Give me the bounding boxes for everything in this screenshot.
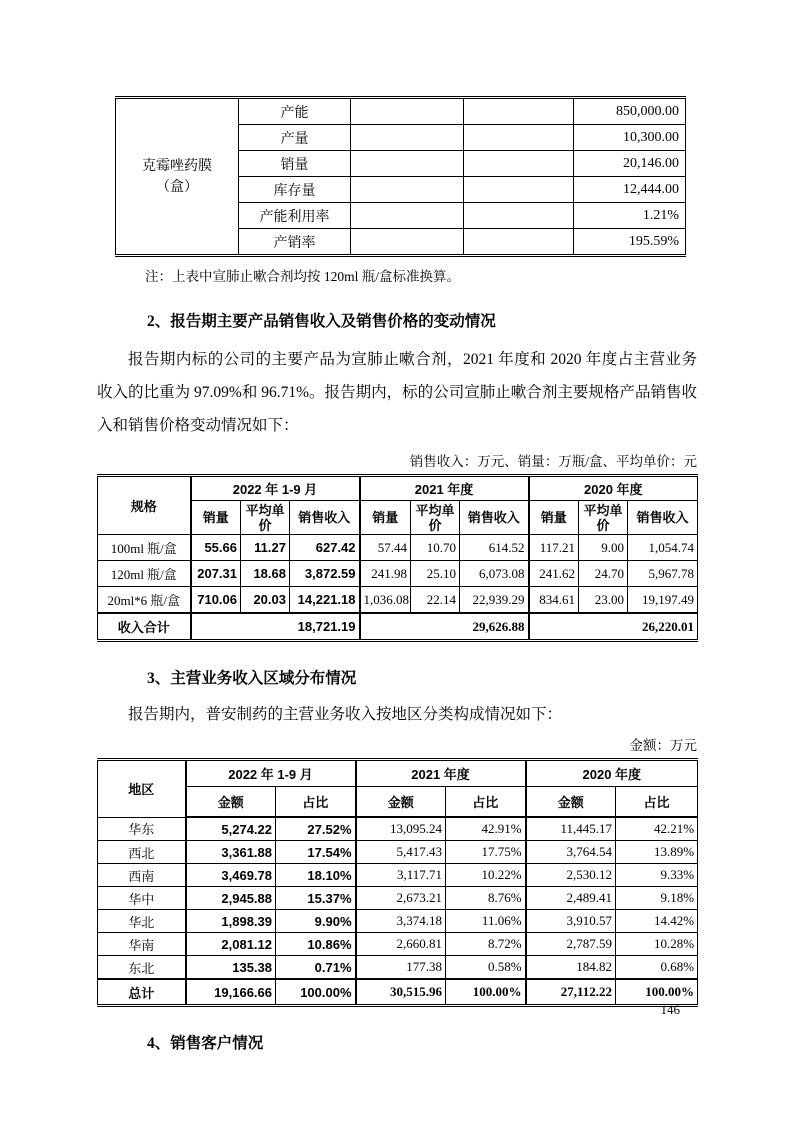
value-cell: 19,197.49	[628, 587, 698, 614]
value-cell: 15.37%	[276, 887, 356, 910]
page-number: 146	[660, 1002, 680, 1017]
subheader-cell: 销量	[191, 501, 241, 535]
table-header-row	[98, 760, 698, 787]
section-2-paragraph: 报告期内标的公司的主要产品为宣肺止嗽合剂，2021 年度和 2020 年度占主营业务收入的比重为 97.09%和 96.71%。报告期内，标的公司宣肺止嗽合剂主要规格产品销售收入和销售价格变动情况如下：	[97, 351, 697, 434]
value-cell: 5,417.43	[356, 841, 446, 864]
empty-cell	[464, 229, 574, 256]
table-row	[98, 587, 698, 614]
subheader-cell: 平均单价	[579, 501, 628, 535]
value-cell: 13.89%	[616, 841, 698, 864]
empty-cell	[351, 151, 464, 177]
value-cell: 11.06%	[446, 910, 526, 933]
metric-cell: 销量	[239, 151, 351, 177]
period-header-cell: 2022 年 1-9 月	[191, 476, 360, 501]
value-cell: 18.10%	[276, 864, 356, 887]
value-cell: 2,530.12	[526, 864, 616, 887]
metric-cell: 产量	[239, 125, 351, 151]
value-cell: 22,939.29	[460, 587, 529, 614]
section-2-heading: 2、报告期主要产品销售收入及销售价格的变动情况	[147, 313, 496, 330]
value-cell: 1,054.74	[628, 535, 698, 561]
value-cell: 18.68	[241, 561, 290, 587]
metric-cell: 产销率	[239, 229, 351, 256]
empty-cell	[464, 203, 574, 229]
table-total-row	[98, 979, 698, 1006]
total-value-cell: 18,721.19	[191, 613, 360, 641]
empty-cell	[351, 177, 464, 203]
value-cell: 14,221.18	[290, 587, 360, 614]
period-header-cell: 2020 年度	[526, 760, 698, 787]
page-content	[97, 0, 697, 1053]
total-value-cell: 19,166.66	[186, 979, 276, 1006]
value-cell: 9.00	[579, 535, 628, 561]
period-header-cell: 2021 年度	[356, 760, 526, 787]
total-value-cell: 29,626.88	[360, 613, 529, 641]
spec-cell: 120ml 瓶/盒	[98, 561, 191, 587]
value-cell: 3,361.88	[186, 841, 276, 864]
subheader-cell: 平均单价	[241, 501, 290, 535]
value-cell: 3,469.78	[186, 864, 276, 887]
table-row	[98, 841, 698, 864]
value-cell: 850,000.00	[574, 98, 686, 125]
value-cell: 117.21	[529, 535, 579, 561]
table-row	[98, 561, 698, 587]
table-row	[116, 98, 686, 125]
value-cell: 8.72%	[446, 933, 526, 956]
value-cell: 9.90%	[276, 910, 356, 933]
value-cell: 195.59%	[574, 229, 686, 256]
table-row	[98, 956, 698, 980]
period-header-cell: 2020 年度	[529, 476, 698, 501]
total-label-cell: 收入合计	[98, 613, 191, 641]
value-cell: 8.76%	[446, 887, 526, 910]
value-cell: 10,300.00	[574, 125, 686, 151]
value-cell: 42.21%	[616, 817, 698, 841]
value-cell: 20.03	[241, 587, 290, 614]
value-cell: 2,945.88	[186, 887, 276, 910]
region-cell: 华东	[98, 817, 186, 841]
value-cell: 207.31	[191, 561, 241, 587]
total-value-cell: 27,112.22	[526, 979, 616, 1006]
subheader-cell: 销售收入	[290, 501, 360, 535]
value-cell: 184.82	[526, 956, 616, 980]
metric-cell: 产能	[239, 98, 351, 125]
subheader-cell: 销售收入	[628, 501, 698, 535]
empty-cell	[351, 125, 464, 151]
table-row	[98, 864, 698, 887]
period-header-cell: 2022 年 1-9 月	[186, 760, 356, 787]
subheader-cell: 平均单价	[411, 501, 460, 535]
empty-cell	[464, 98, 574, 125]
value-cell: 13,095.24	[356, 817, 446, 841]
value-cell: 627.42	[290, 535, 360, 561]
subheader-cell: 占比	[446, 787, 526, 818]
region-cell: 华南	[98, 933, 186, 956]
value-cell: 17.54%	[276, 841, 356, 864]
section-4-heading: 4、销售客户情况	[147, 1035, 264, 1052]
table-footnote: 注：上表中宣肺止嗽合剂均按 120ml 瓶/盒标准换算。	[145, 269, 461, 284]
value-cell: 20,146.00	[574, 151, 686, 177]
empty-cell	[464, 151, 574, 177]
value-cell: 3,872.59	[290, 561, 360, 587]
sales-table-unit-note: 销售收入：万元、销量：万瓶/盒、平均单价：元	[409, 454, 697, 469]
revenue-by-region-table	[97, 758, 698, 1007]
subheader-cell: 占比	[616, 787, 698, 818]
empty-cell	[351, 229, 464, 256]
value-cell: 10.70	[411, 535, 460, 561]
region-cell: 西北	[98, 841, 186, 864]
section-3-paragraph: 报告期内，普安制药的主营业务收入按地区分类构成情况如下：	[128, 706, 563, 723]
region-cell: 华中	[98, 887, 186, 910]
region-cell: 华北	[98, 910, 186, 933]
product-name-line1: 克霉唑药膜	[142, 158, 212, 174]
total-value-cell: 100.00%	[446, 979, 526, 1006]
value-cell: 42.91%	[446, 817, 526, 841]
value-cell: 57.44	[360, 535, 411, 561]
value-cell: 10.28%	[616, 933, 698, 956]
region-cell: 西南	[98, 864, 186, 887]
value-cell: 10.86%	[276, 933, 356, 956]
value-cell: 3,374.18	[356, 910, 446, 933]
value-cell: 135.38	[186, 956, 276, 980]
value-cell: 2,673.21	[356, 887, 446, 910]
value-cell: 2,489.41	[526, 887, 616, 910]
empty-cell	[351, 98, 464, 125]
total-value-cell: 100.00%	[276, 979, 356, 1006]
product-name-cell	[116, 98, 239, 256]
empty-cell	[351, 203, 464, 229]
total-value-cell: 100.00%	[616, 979, 698, 1006]
value-cell: 5,967.78	[628, 561, 698, 587]
value-cell: 10.22%	[446, 864, 526, 887]
subheader-cell: 金额	[186, 787, 276, 818]
section-3-heading: 3、主营业务收入区域分布情况	[147, 670, 357, 687]
value-cell: 9.33%	[616, 864, 698, 887]
value-cell: 23.00	[579, 587, 628, 614]
value-cell: 55.66	[191, 535, 241, 561]
region-header-cell: 地区	[98, 760, 186, 818]
table-row	[98, 933, 698, 956]
value-cell: 241.98	[360, 561, 411, 587]
empty-cell	[464, 125, 574, 151]
value-cell: 25.10	[411, 561, 460, 587]
value-cell: 2,660.81	[356, 933, 446, 956]
value-cell: 14.42%	[616, 910, 698, 933]
value-cell: 5,274.22	[186, 817, 276, 841]
region-cell: 东北	[98, 956, 186, 980]
value-cell: 1,036.08	[360, 587, 411, 614]
spec-header-cell: 规格	[98, 476, 191, 535]
table-row	[98, 817, 698, 841]
table-row	[98, 910, 698, 933]
table-header-row	[98, 476, 698, 501]
value-cell: 1.21%	[574, 203, 686, 229]
value-cell: 834.61	[529, 587, 579, 614]
value-cell: 11,445.17	[526, 817, 616, 841]
subheader-cell: 金额	[356, 787, 446, 818]
value-cell: 3,910.57	[526, 910, 616, 933]
metric-cell: 库存量	[239, 177, 351, 203]
value-cell: 3,117.71	[356, 864, 446, 887]
subheader-cell: 销量	[529, 501, 579, 535]
subheader-cell: 占比	[276, 787, 356, 818]
table-row	[98, 887, 698, 910]
value-cell: 17.75%	[446, 841, 526, 864]
period-header-cell: 2021 年度	[360, 476, 529, 501]
total-value-cell: 30,515.96	[356, 979, 446, 1006]
table-subheader-row	[98, 787, 698, 818]
value-cell: 1,898.39	[186, 910, 276, 933]
value-cell: 177.38	[356, 956, 446, 980]
table-row	[98, 535, 698, 561]
value-cell: 0.58%	[446, 956, 526, 980]
value-cell: 241.62	[529, 561, 579, 587]
value-cell: 0.68%	[616, 956, 698, 980]
value-cell: 0.71%	[276, 956, 356, 980]
sales-by-spec-table	[97, 474, 698, 642]
production-table	[115, 96, 686, 257]
value-cell: 2,787.59	[526, 933, 616, 956]
value-cell: 710.06	[191, 587, 241, 614]
value-cell: 24.70	[579, 561, 628, 587]
value-cell: 22.14	[411, 587, 460, 614]
region-table-unit-note: 金额：万元	[629, 738, 697, 753]
product-name-line2: （盒）	[156, 179, 198, 195]
table-total-row	[98, 613, 698, 641]
total-label-cell: 总计	[98, 979, 186, 1006]
value-cell: 6,073.08	[460, 561, 529, 587]
value-cell: 3,764.54	[526, 841, 616, 864]
value-cell: 614.52	[460, 535, 529, 561]
metric-cell: 产能利用率	[239, 203, 351, 229]
value-cell: 2,081.12	[186, 933, 276, 956]
total-value-cell: 26,220.01	[529, 613, 698, 641]
spec-cell: 20ml*6 瓶/盒	[98, 587, 191, 614]
empty-cell	[464, 177, 574, 203]
subheader-cell: 销售收入	[460, 501, 529, 535]
value-cell: 12,444.00	[574, 177, 686, 203]
value-cell: 27.52%	[276, 817, 356, 841]
value-cell: 11.27	[241, 535, 290, 561]
subheader-cell: 金额	[526, 787, 616, 818]
value-cell: 9.18%	[616, 887, 698, 910]
spec-cell: 100ml 瓶/盒	[98, 535, 191, 561]
subheader-cell: 销量	[360, 501, 411, 535]
